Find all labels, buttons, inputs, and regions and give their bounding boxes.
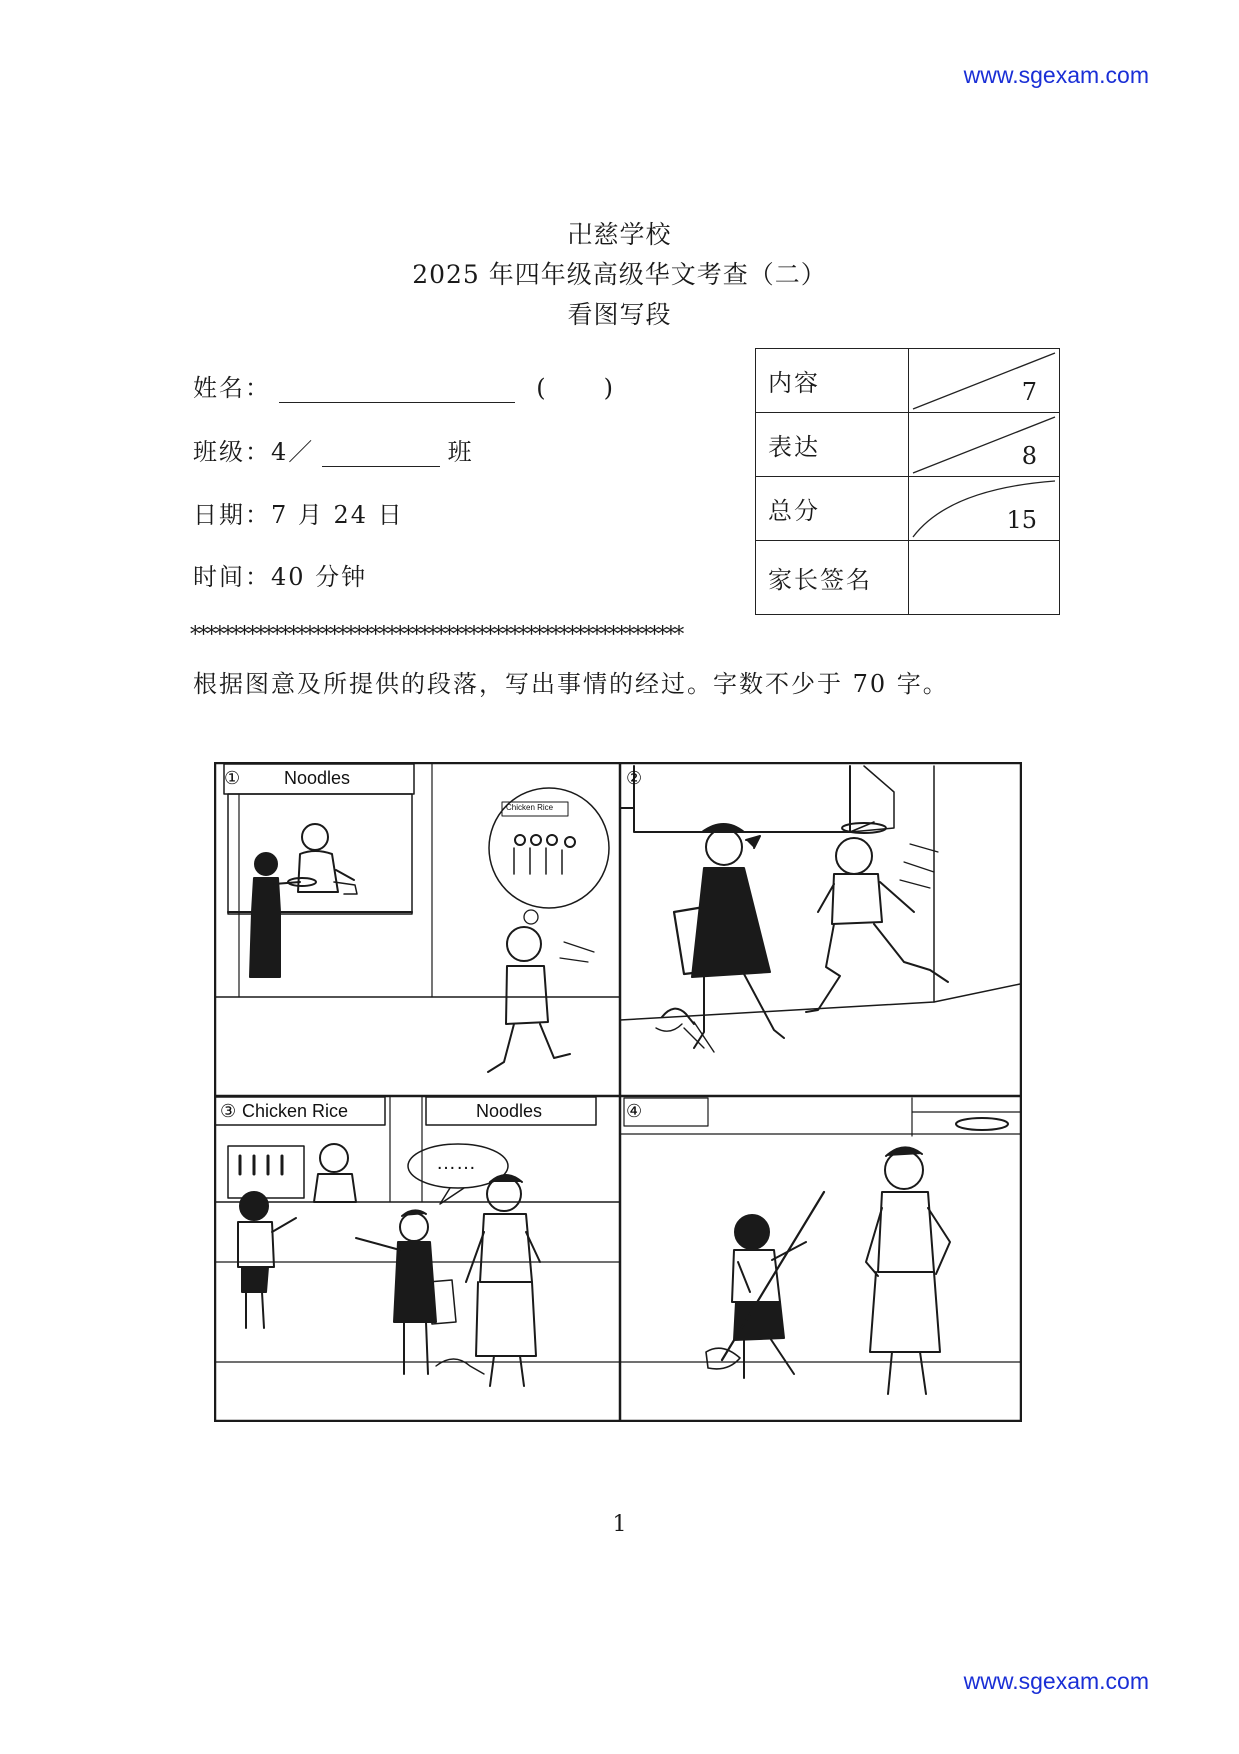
watermark-top: www.sgexam.com	[963, 62, 1149, 88]
expression-label: 表达	[756, 413, 909, 477]
instruction-text: 根据图意及所提供的段落，写出事情的经过。字数不少于 70 字。	[193, 670, 949, 698]
section-title: 看图写段	[567, 300, 672, 329]
signature-label: 家长签名	[756, 541, 909, 615]
content-label: 内容	[756, 349, 909, 413]
panel-1-number: ①	[224, 768, 241, 788]
title-block	[0, 215, 1239, 335]
score-row-total	[756, 477, 1060, 541]
panel-3	[215, 1097, 620, 1386]
panel-1-sign-noodles: Noodles	[284, 768, 351, 788]
time-text: 时间：40 分钟	[193, 563, 368, 591]
score-row-expression	[756, 413, 1060, 477]
time-field	[193, 557, 367, 592]
score-row-content	[756, 349, 1060, 413]
panel-3-sign-noodles: Noodles	[476, 1101, 543, 1121]
comic-strip	[214, 762, 1022, 1422]
total-label: 总分	[756, 477, 909, 541]
class-blank[interactable]	[322, 440, 440, 467]
panel-1-bubble-sign: Chicken Rice	[506, 803, 554, 812]
total-max-score: 15	[1006, 506, 1037, 534]
index-paren-open: (	[536, 374, 546, 402]
total-score-cell[interactable]	[909, 477, 1060, 541]
watermark-bottom: www.sgexam.com	[963, 1668, 1149, 1694]
panel-3-speech-bubble: ……	[436, 1152, 476, 1174]
score-row-signature	[756, 541, 1060, 615]
expression-max-score: 8	[1021, 442, 1037, 470]
content-score-cell[interactable]	[909, 349, 1060, 413]
name-label: 姓名：	[193, 374, 271, 402]
panel-1	[215, 764, 620, 1072]
panel-2-number: ②	[626, 768, 643, 788]
class-field	[193, 432, 472, 467]
date-text: 日期：7 月 24 日	[193, 501, 404, 529]
panel-3-sign-chicken-rice: Chicken Rice	[242, 1101, 349, 1121]
index-paren-close: )	[603, 374, 614, 402]
name-field	[193, 368, 613, 403]
panel-2	[620, 766, 1020, 1052]
panel-3-number: ③	[220, 1101, 237, 1121]
panel-4-number: ④	[626, 1101, 643, 1121]
content-max-score: 7	[1021, 378, 1037, 406]
class-suffix: 班	[447, 438, 472, 466]
school-name: 卍慈学校	[567, 220, 672, 249]
date-field	[193, 495, 404, 530]
panel-4	[620, 1098, 1020, 1394]
star-divider: ************************************************************	[190, 622, 683, 646]
signature-cell[interactable]	[909, 541, 1060, 615]
exam-title: 2025 年四年级高级华文考查（二）	[412, 260, 827, 289]
comic-illustration	[214, 762, 1022, 1422]
expression-score-cell[interactable]	[909, 413, 1060, 477]
score-table	[755, 348, 1060, 615]
page-number: 1	[612, 1512, 627, 1537]
class-label: 班级：4／	[193, 438, 315, 466]
name-blank[interactable]	[279, 376, 515, 403]
